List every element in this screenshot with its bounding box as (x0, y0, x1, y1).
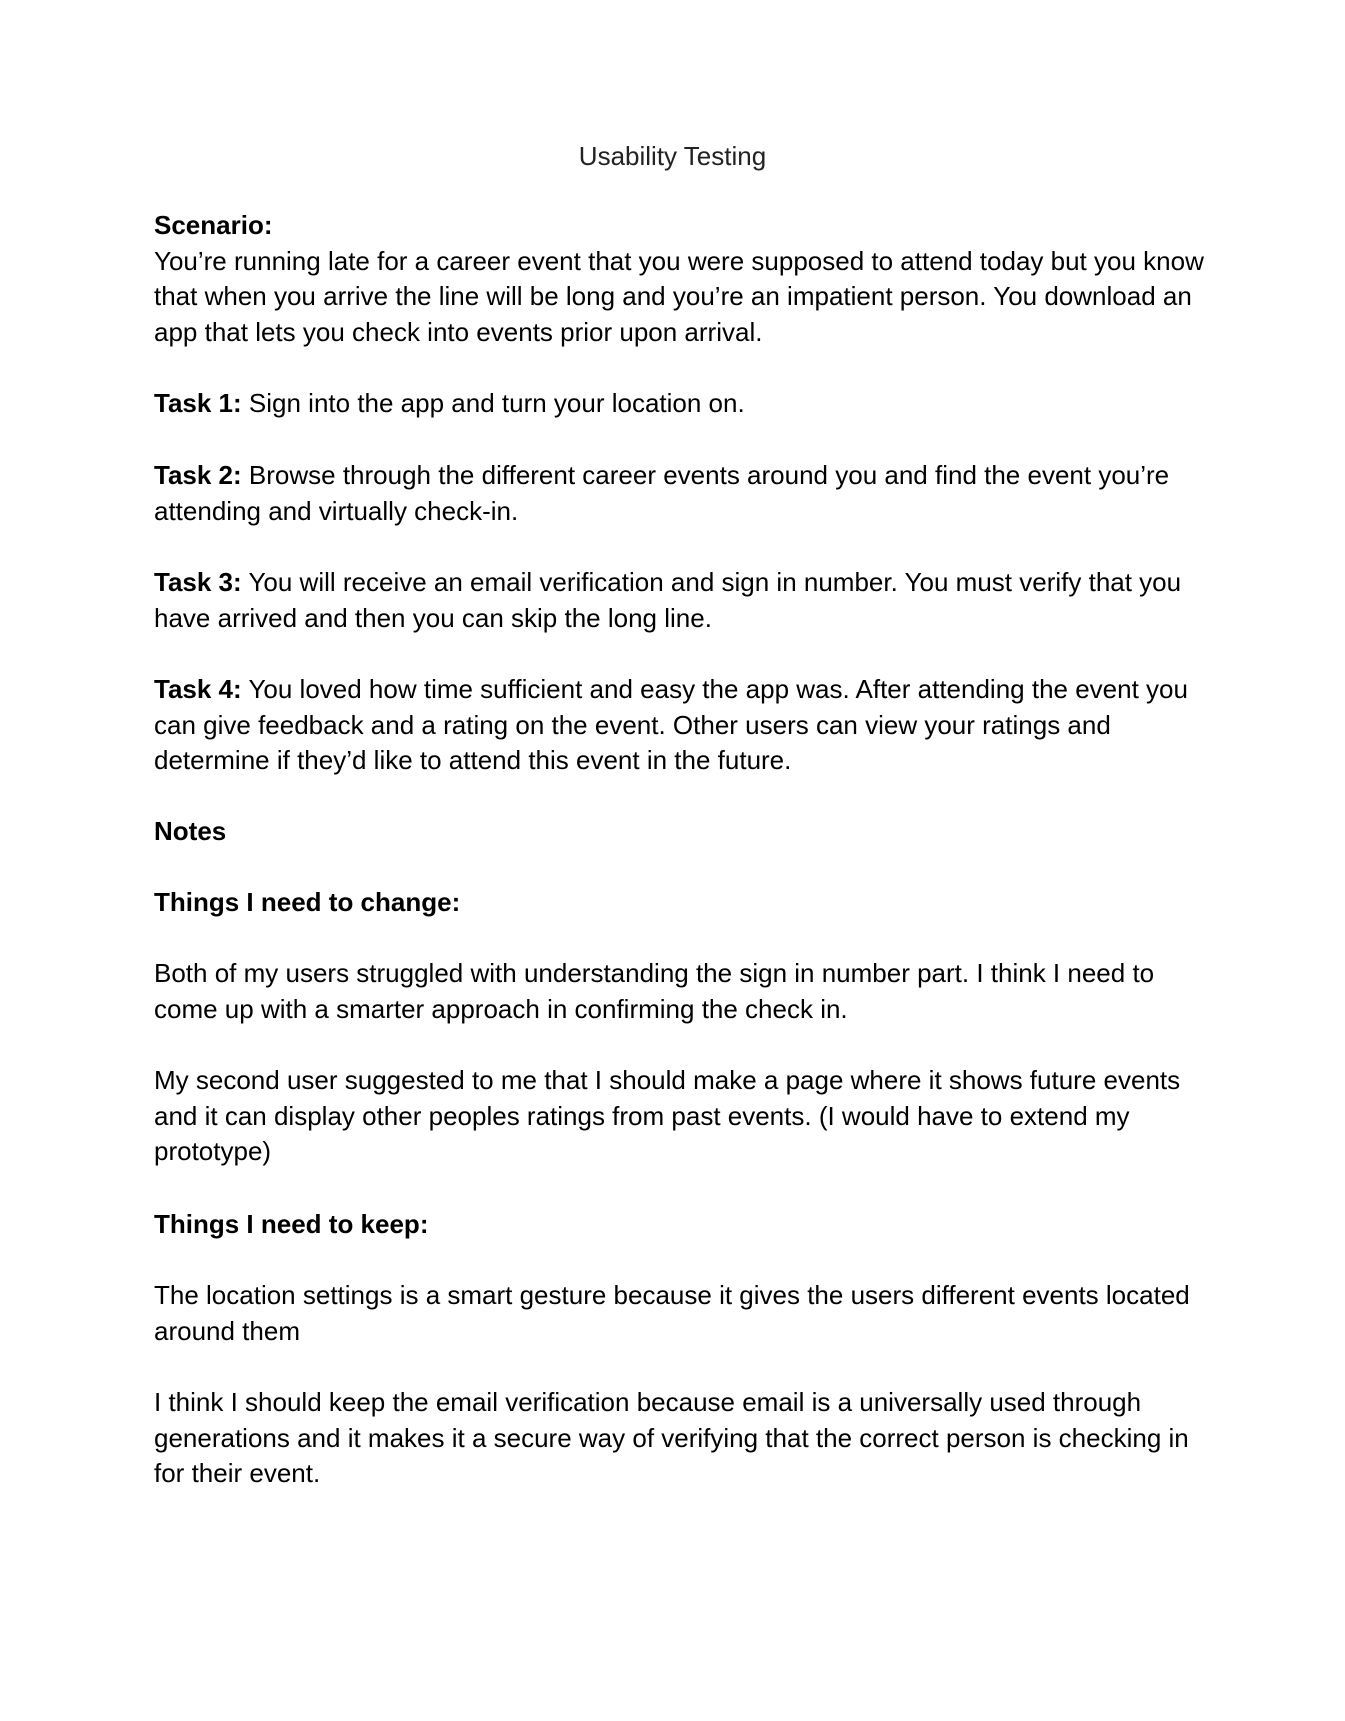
change-heading: Things I need to change: (154, 887, 461, 917)
keep-item-2: I think I should keep the email verification because email is a universally used through generations and it makes it a secure way of verifying that the correct person is checking in for their event. (154, 1387, 1189, 1488)
task-3-label: Task 3: (154, 567, 242, 597)
scenario-text: You’re running late for a career event that you were supposed to attend today but you know that when you arrive the line will be long and you’re an impatient person. You download an app that lets you check into events prior upon arrival. (154, 245, 1204, 347)
keep-item-1: The location settings is a smart gesture because it gives the users different events located around them (154, 1280, 1190, 1346)
task-1 (154, 386, 1214, 422)
task-2 (154, 458, 1214, 529)
task-4-text: You loved how time sufficient and easy the app was. After attending the event you can give feedback and a rating on the event. Other users can view your ratings and determine if they’d like to attend this event in the future. (154, 674, 1188, 775)
change-item-2: My second user suggested to me that I should make a page where it shows future events and it can display other peoples ratings from past events. (I would have to extend my prototype) (154, 1065, 1181, 1166)
change-item-1: Both of my users struggled with understanding the sign in number part. I think I need to come up with a smarter approach in confirming the check in. (154, 958, 1155, 1024)
task-4-label: Task 4: (154, 674, 242, 704)
task-4 (154, 672, 1214, 779)
scenario-section (154, 208, 1214, 350)
task-2-label: Task 2: (154, 460, 242, 490)
task-3-text: You will receive an email verification and sign in number. You must verify that you have arrived and then you can skip the long line. (154, 567, 1182, 633)
notes-heading: Notes (154, 816, 227, 846)
keep-heading: Things I need to keep: (154, 1209, 429, 1239)
task-1-label: Task 1: (154, 388, 242, 418)
document-title: Usability Testing (578, 141, 767, 171)
scenario-heading: Scenario: (154, 210, 273, 240)
task-1-text: Sign into the app and turn your location on. (241, 388, 745, 418)
task-2-text: Browse through the different career events around you and find the event you’re attending and virtually check-in. (154, 460, 1170, 526)
task-3 (154, 565, 1214, 636)
